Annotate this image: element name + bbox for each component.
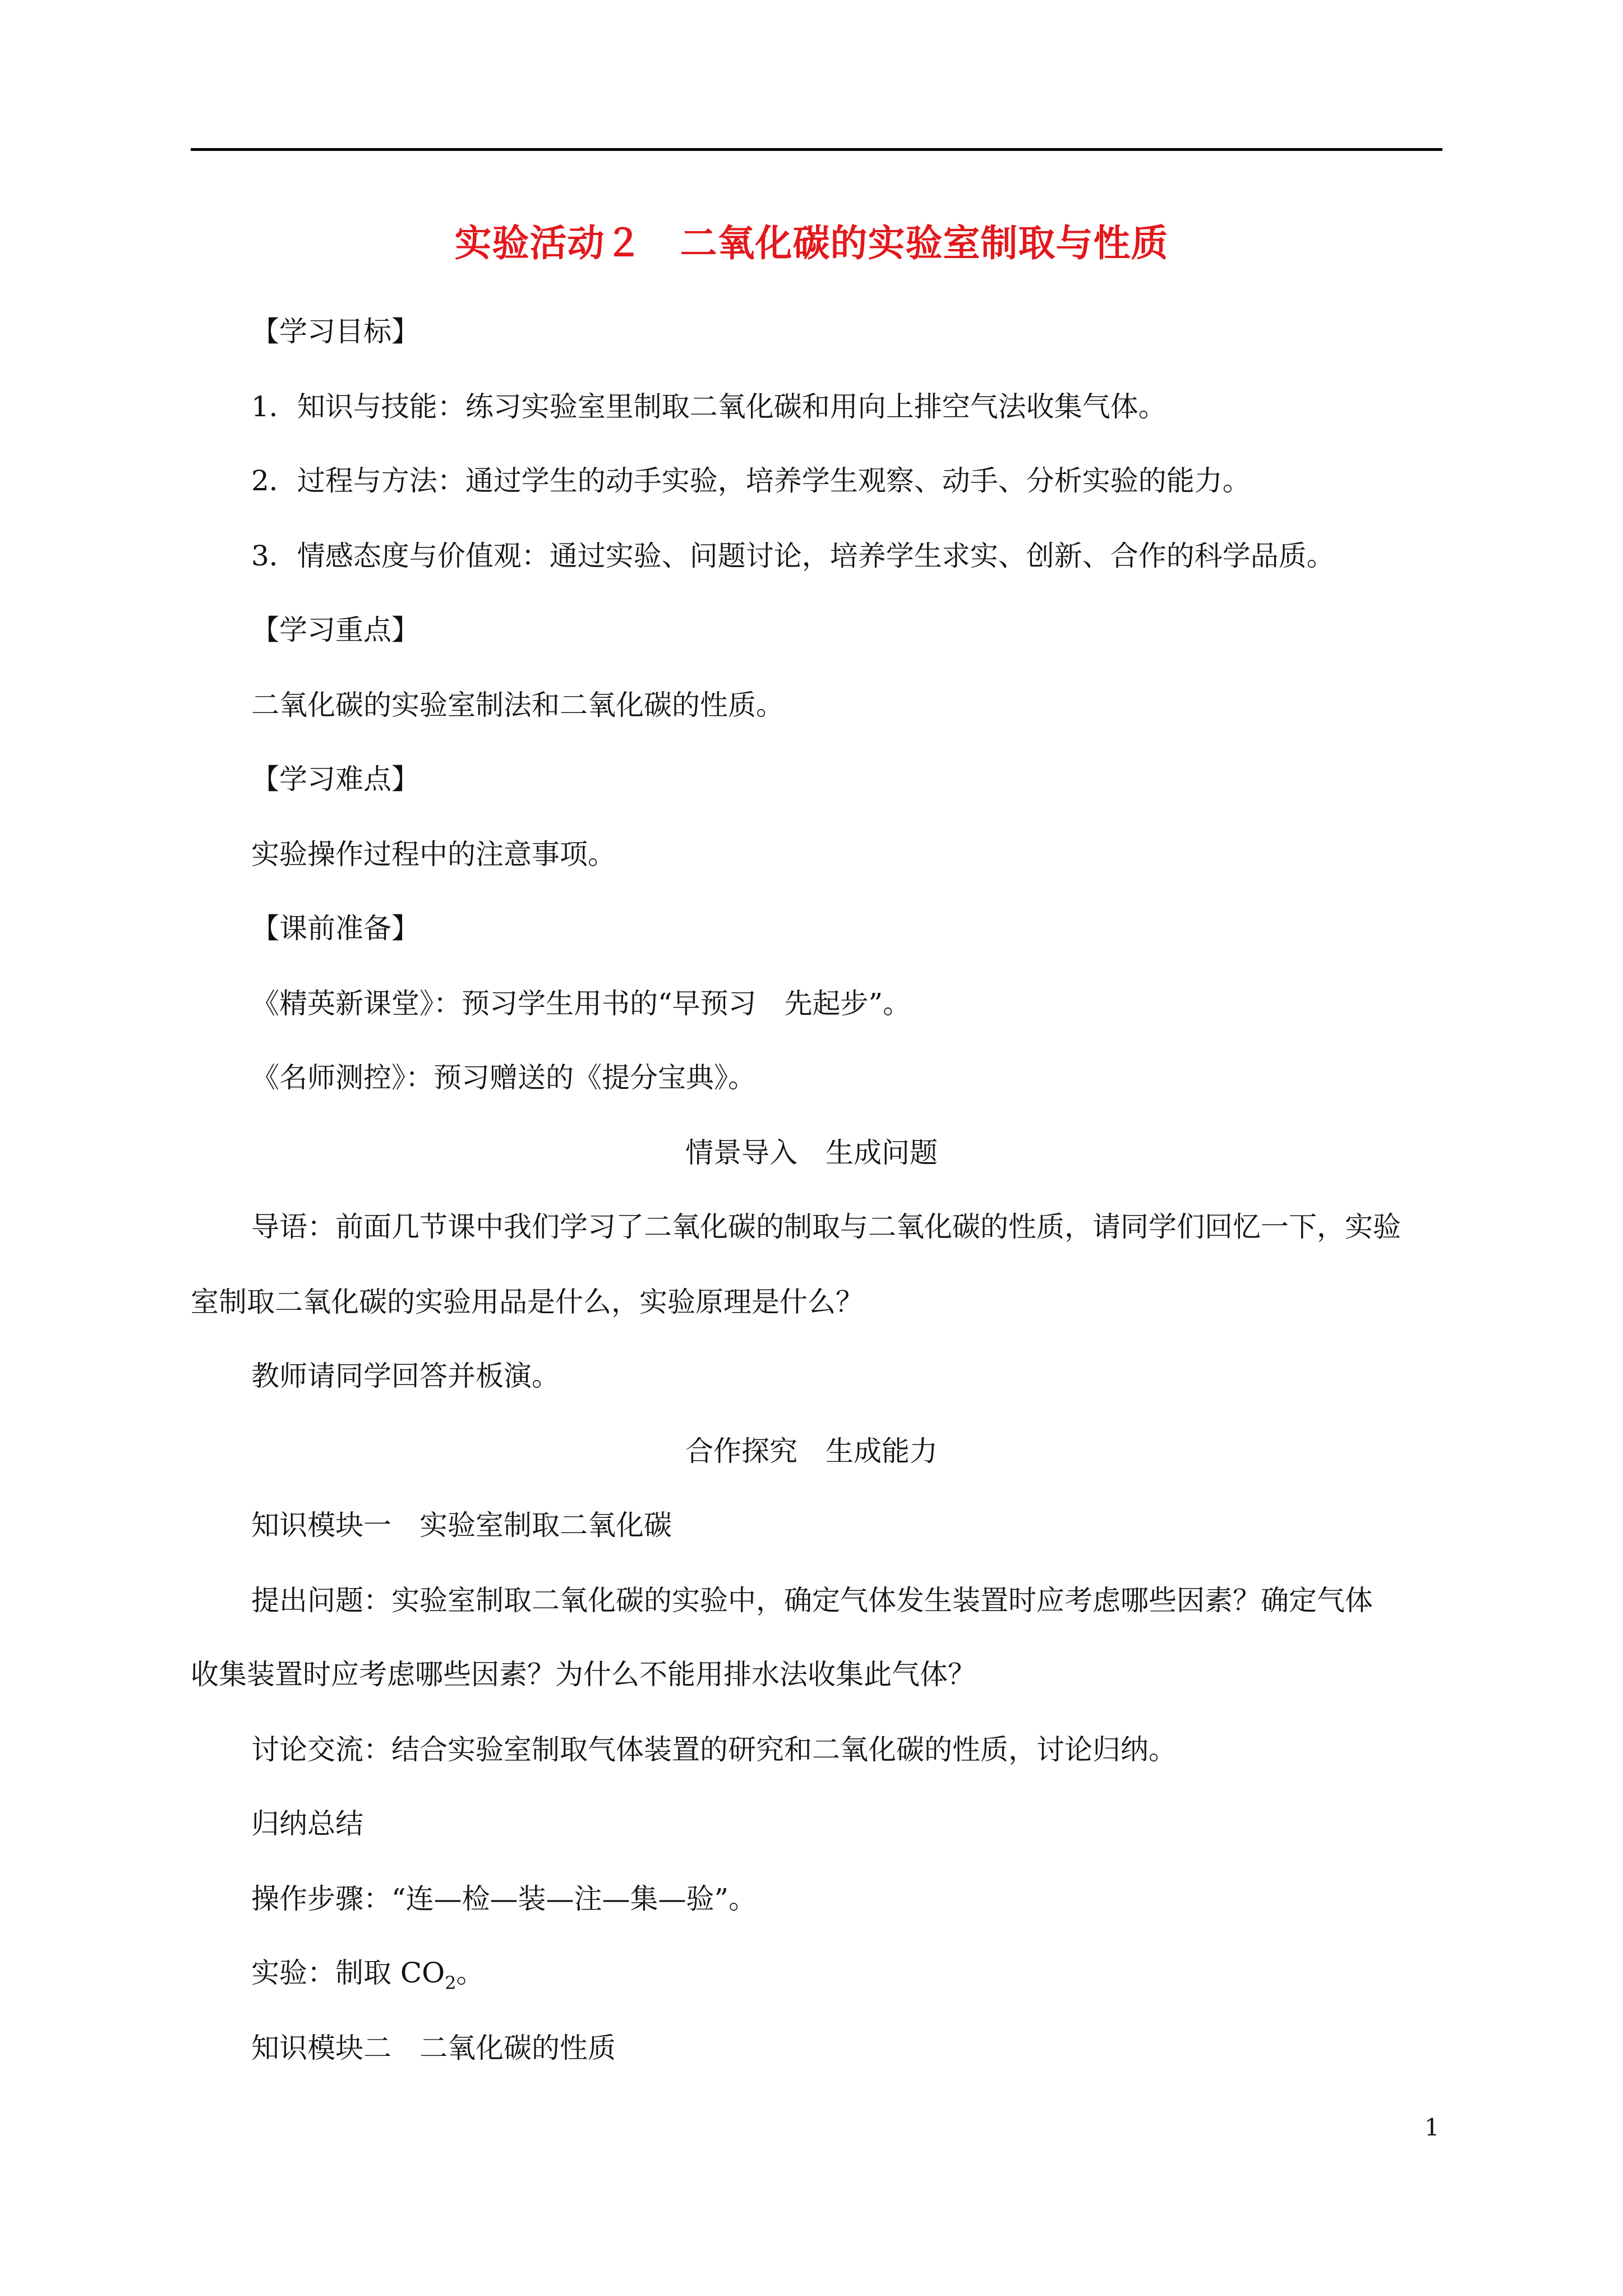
question-line: 提出问题：实验室制取二氧化碳的实验中，确定气体发生装置时应考虑哪些因素？确定气体 [251,1584,1373,1617]
module-heading: 知识模块二 二氧化碳的性质 [251,2032,616,2064]
key-points-heading: 【学习重点】 [251,614,419,646]
objectives-heading: 【学习目标】 [251,315,419,348]
steps-text: 操作步骤：“连—检—装—注—集—验”。 [251,1883,757,1915]
discussion-text: 讨论交流：结合实验室制取气体装置的研究和二氧化碳的性质，讨论归纳。 [251,1733,1177,1766]
summary-heading: 归纳总结 [251,1807,363,1840]
explore-heading: 合作探究 生成能力 [685,1435,938,1467]
header-rule [191,148,1442,151]
preparation-item: 《精英新课堂》：预习学生用书的“早预习 先起步”。 [251,987,911,1020]
experiment-text [251,1953,485,2003]
intro-lead-line: 室制取二氧化碳的实验用品是什么，实验原理是什么？ [191,1286,864,1318]
page-number: 1 [1424,2114,1440,2141]
difficulties-heading: 【学习难点】 [251,763,419,795]
intro-teacher: 教师请同学回答并板演。 [251,1360,560,1392]
key-points-text: 二氧化碳的实验室制法和二氧化碳的性质。 [251,689,784,721]
question-line: 收集装置时应考虑哪些因素？为什么不能用排水法收集此气体？ [191,1658,976,1691]
intro-heading: 情景导入 生成问题 [685,1137,938,1169]
preparation-heading: 【课前准备】 [251,912,419,945]
intro-lead-line: 导语：前面几节课中我们学习了二氧化碳的制取与二氧化碳的性质，请同学们回忆一下，实验 [251,1211,1401,1243]
difficulties-text: 实验操作过程中的注意事项。 [251,838,616,871]
objective-item: 2．过程与方法：通过学生的动手实验，培养学生观察、动手、分析实验的能力。 [251,464,1251,497]
module-heading: 知识模块一 实验室制取二氧化碳 [251,1509,672,1542]
experiment-prefix: 实验：制取 CO [251,1957,445,1989]
objective-item: 3．情感态度与价值观：通过实验、问题讨论，培养学生求实、创新、合作的科学品质。 [251,540,1335,572]
experiment-suffix: 。 [456,1957,485,1989]
co2-subscript: 2 [445,1972,457,1994]
page-title: 实验活动２ 二氧化碳的实验室制取与性质 [454,222,1169,265]
objective-item: 1．知识与技能：练习实验室里制取二氧化碳和用向上排空气法收集气体。 [251,390,1166,423]
preparation-item: 《名师测控》：预习赠送的《提分宝典》。 [251,1061,756,1094]
